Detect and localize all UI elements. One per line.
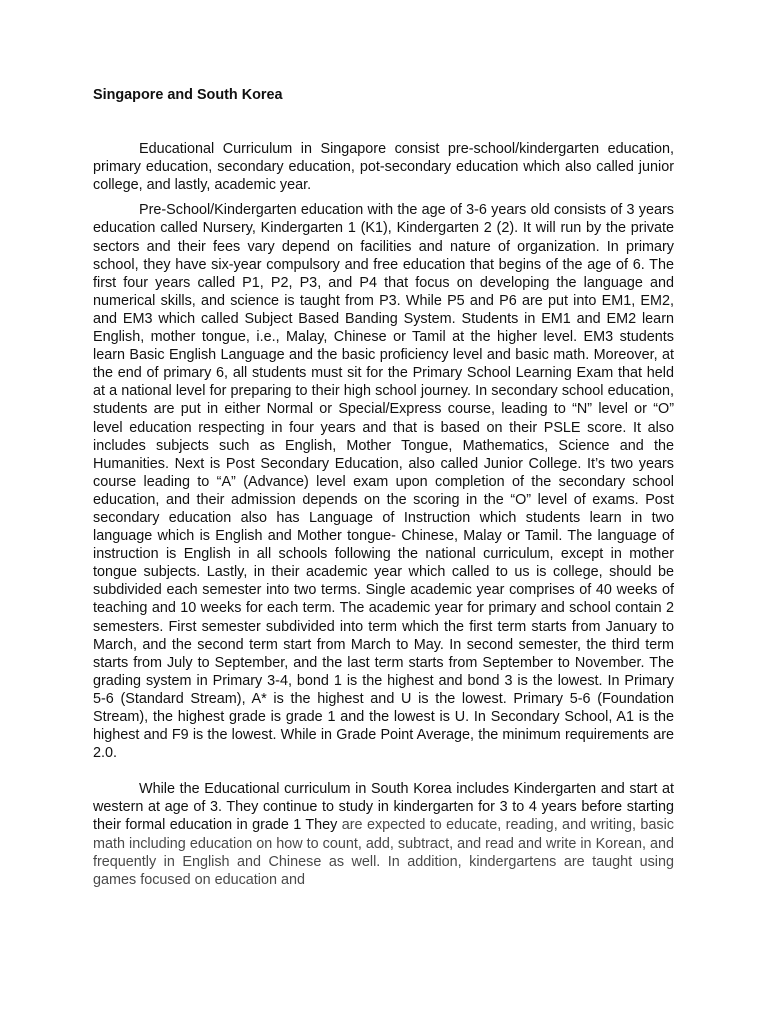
- korea-text-start: While the Educational curriculum in South Korea includes Kindergarten and start at western at age of 3. They continue to study in kindergarten for 3 to 4 years before starting their formal education in grade 1 They: [93, 781, 674, 834]
- paragraph-south-korea: [93, 780, 674, 889]
- korea-text-rest: are expected to educate, reading, and writing, basic math including education on how to count, add, subtract, and read and write in Korean, and frequently in English and Chinese as well. In addition, kindergartens are taught using games focused on education and: [93, 817, 675, 888]
- document-page: [93, 86, 674, 896]
- document-title: Singapore and South Korea: [93, 87, 283, 103]
- paragraph-curriculum-intro: Educational Curriculum in Singapore consist pre-school/kindergarten education, primary education, secondary education, pot-secondary education which also called junior college, and lastly, academic year.: [93, 141, 674, 194]
- paragraph-singapore-details: Pre-School/Kindergarten education with the age of 3-6 years old consists of 3 years education called Nursery, Kindergarten 1 (K1), Kindergarten 2 (2). It will run by the private sectors and their fees vary depend on facilities and nature of organization. In primary school, they have six-year compulsory and free education that begins of the age of 6. The first four years called P1, P2, P3, and P4 that focus on developing the language and numerical skills, and science is taught from P3. While P5 and P6 are put into EM1, EM2, and EM3 which called Subject Based Banding System. Students in EM1 and EM2 learn English, mother tongue, i.e., Malay, Chinese or Tamil at the higher level. EM3 students learn Basic English Language and the basic proficiency level and basic math. Moreover, at the end of primary 6, all students must sit for the Primary School Learning Exam that held at a national level for preparing to their high school journey. In secondary school education, students are put in either Normal or Special/Express course, leading to “N” level or “O” level education respecting in four years and that is based on their PSLE score. It also includes subjects such as English, Mother Tongue, Mathematics, Science and the Humanities. Next is Post Secondary Education, also called Junior College. It’s two years course leading to “A” (Advance) level exam upon completion of the secondary school education, and their admission depends on the scoring in the “O” level of exams. Post secondary education also has Language of Instruction which students learn in two language which is English and Mother tongue- Chinese, Malay or Tamil. The language of instruction is English in all schools following the national curriculum, except in mother tongue subjects. Lastly, in their academic year which called to us is college, should be subdivided each semester into two terms. Single academic year comprises of 40 weeks of teaching and 10 weeks for each term. The academic year for primary and school contain 2 semesters. First semester subdivided into term which the first term starts from January to March, and the second term start from March to May. In second semester, the third term starts from July to September, and the last term starts from September to November. The grading system in Primary 3-4, bond 1 is the highest and bond 3 is the lowest. In Primary 5-6 (Standard Stream), A* is the highest and U is the lowest. Primary 5-6 (Foundation Stream), the highest grade is grade 1 and the lowest is U. In Secondary School, A1 is the highest and F9 is the lowest. While in Grade Point Average, the minimum requirements are 2.0.: [93, 202, 674, 762]
